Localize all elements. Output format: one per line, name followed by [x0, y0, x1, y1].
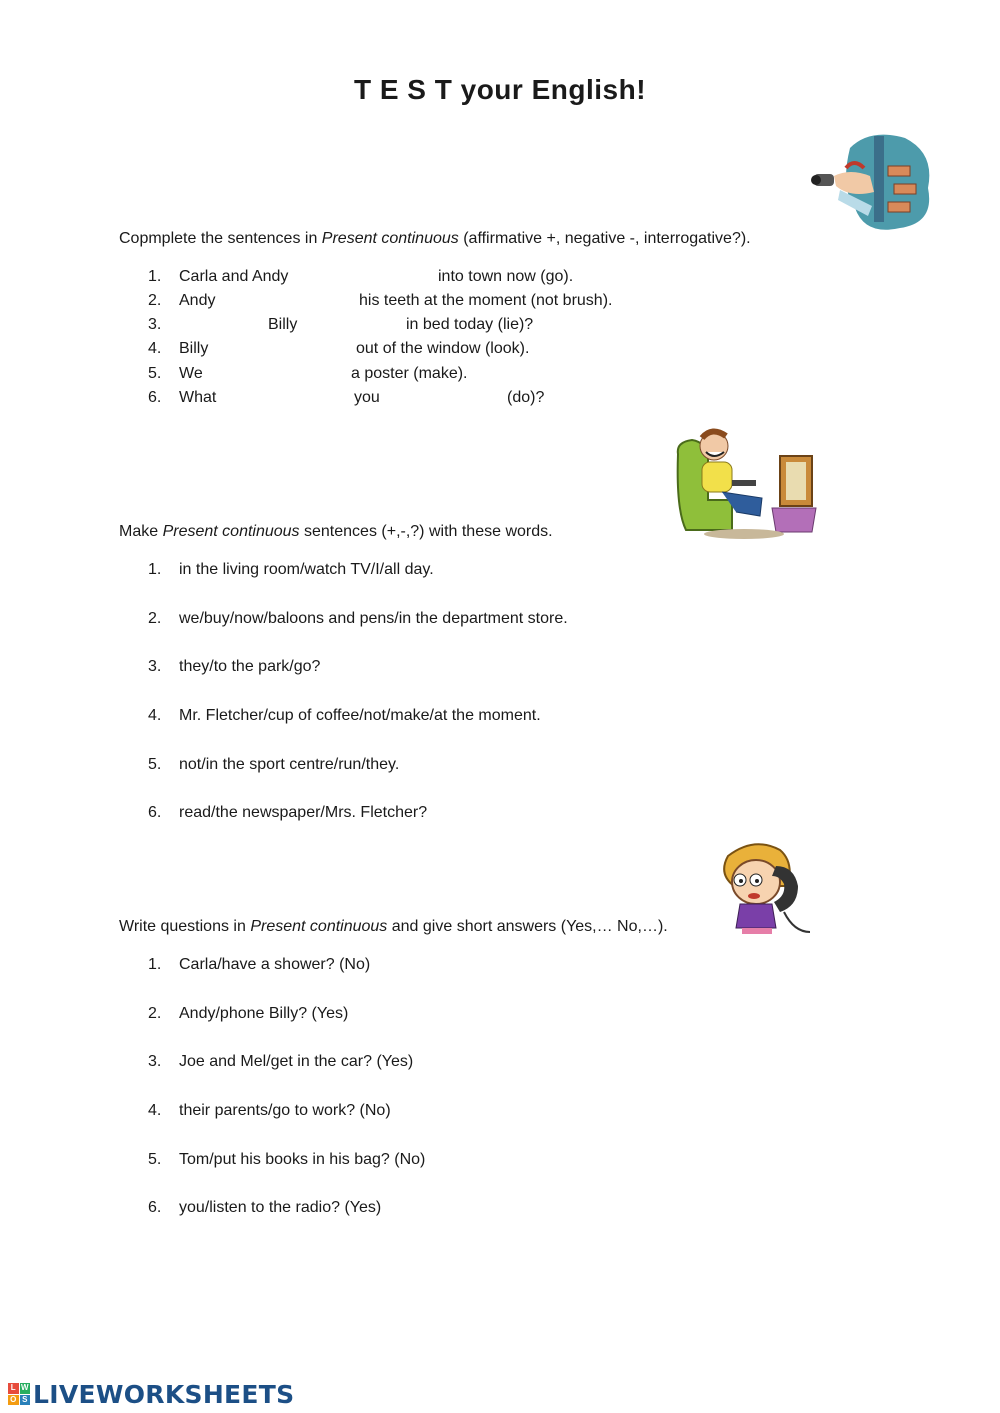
list-item-number: 3.: [148, 1053, 162, 1070]
section1-instruction: Copmplete the sentences in Present continuous (affirmative +, negative -, interrogative?).: [119, 230, 751, 247]
list-item: Andy/phone Billy? (Yes): [179, 1005, 349, 1022]
sentence-subject: you: [354, 389, 380, 406]
list-item-number: 5.: [148, 365, 162, 382]
list-item: read/the newspaper/Mrs. Fletcher?: [179, 804, 428, 821]
list-item: not/in the sport centre/run/they.: [179, 756, 400, 773]
list-item: they/to the park/go?: [179, 658, 321, 675]
list-item: Joe and Mel/get in the car? (Yes): [179, 1053, 414, 1070]
list-item-number: 6.: [148, 389, 162, 406]
sentence-ending: (do)?: [507, 389, 545, 406]
sentence-ending: into town now (go).: [438, 268, 574, 285]
sentence-subject: We: [179, 365, 203, 382]
list-item: we/buy/now/baloons and pens/in the department store.: [179, 610, 568, 627]
girl-on-phone-icon: [714, 840, 818, 938]
list-item-number: 5.: [148, 756, 162, 773]
list-item-number: 5.: [148, 1151, 162, 1168]
list-item-number: 6.: [148, 804, 162, 821]
sentence-ending: out of the window (look).: [356, 340, 530, 357]
list-item-number: 1.: [148, 956, 162, 973]
list-item-number: 1.: [148, 268, 162, 285]
logo-text: LIVEWORKSHEETS: [33, 1379, 295, 1409]
list-item-number: 2.: [148, 610, 162, 627]
sentence-question-word: What: [179, 389, 217, 406]
sentence-ending: in bed today (lie)?: [406, 316, 534, 333]
spy-with-binoculars-icon: [810, 128, 935, 240]
sentence-subject: Billy: [179, 340, 209, 357]
list-item: you/listen to the radio? (Yes): [179, 1199, 382, 1216]
list-item-number: 1.: [148, 561, 162, 578]
list-item-number: 2.: [148, 1005, 162, 1022]
section3-instruction: Write questions in Present continuous and give short answers (Yes,… No,…).: [119, 918, 668, 935]
list-item: Tom/put his books in his bag? (No): [179, 1151, 426, 1168]
sentence-subject: Carla and Andy: [179, 268, 289, 285]
list-item: their parents/go to work? (No): [179, 1102, 391, 1119]
list-item-number: 4.: [148, 1102, 162, 1119]
list-item-number: 4.: [148, 707, 162, 724]
sentence-subject: Andy: [179, 292, 216, 309]
sentence-ending: his teeth at the moment (not brush).: [359, 292, 613, 309]
list-item-number: 2.: [148, 292, 162, 309]
list-item-number: 3.: [148, 658, 162, 675]
man-watching-tv-icon: [672, 420, 818, 540]
sentence-subject: Billy: [268, 316, 298, 333]
logo-badge-icon: L W O S: [8, 1383, 30, 1405]
list-item-number: 6.: [148, 1199, 162, 1216]
list-item-number: 3.: [148, 316, 162, 333]
list-item: in the living room/watch TV/I/all day.: [179, 561, 434, 578]
list-item-number: 4.: [148, 340, 162, 357]
list-item: Mr. Fletcher/cup of coffee/not/make/at the moment.: [179, 707, 541, 724]
section2-instruction: Make Present continuous sentences (+,-,?) with these words.: [119, 523, 553, 540]
sentence-ending: a poster (make).: [351, 365, 468, 382]
page-title: T E S T your English!: [353, 74, 647, 105]
liveworksheets-logo[interactable]: [8, 1380, 294, 1408]
list-item: Carla/have a shower? (No): [179, 956, 371, 973]
